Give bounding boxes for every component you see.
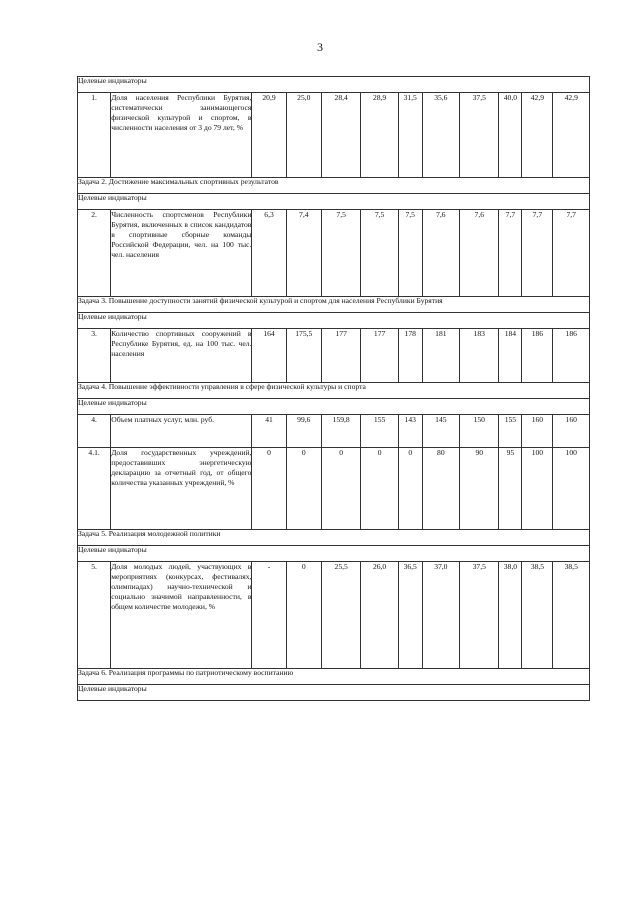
indicators-header-row: [78, 399, 590, 415]
section-label: Целевые индикаторы: [78, 194, 590, 210]
indicator-row: [78, 415, 590, 448]
task-row: [78, 669, 590, 685]
indicator-description: Доля государственных учреждений, предоставивших энергетическую декларацию за отчетный год, от общего количества указанных учреждений, %: [111, 448, 252, 530]
indicator-value: 7,7: [553, 210, 590, 297]
indicators-header-row: [78, 313, 590, 329]
indicator-value: 26,0: [361, 562, 398, 669]
indicator-value: 0: [252, 448, 286, 530]
indicator-value: 181: [422, 329, 459, 383]
indicator-value: 0: [398, 448, 422, 530]
indicator-value: 0: [286, 448, 321, 530]
indicator-value: 7,5: [361, 210, 398, 297]
indicator-number: 3.: [78, 329, 111, 383]
indicator-value: 160: [522, 415, 553, 448]
section-label: Целевые индикаторы: [78, 685, 590, 701]
indicator-value: 99,6: [286, 415, 321, 448]
indicator-value: 40,0: [499, 93, 522, 178]
indicators-header-row: [78, 77, 590, 93]
task-row: [78, 530, 590, 546]
indicator-value: 28,9: [361, 93, 398, 178]
indicator-value: 186: [553, 329, 590, 383]
indicator-value: 80: [422, 448, 459, 530]
indicator-value: 25,0: [286, 93, 321, 178]
task-row: [78, 383, 590, 399]
indicator-row: [78, 210, 590, 297]
indicator-row: [78, 562, 590, 669]
indicator-number: 2.: [78, 210, 111, 297]
indicator-value: 164: [252, 329, 286, 383]
indicators-header-row: [78, 685, 590, 701]
indicator-value: 155: [499, 415, 522, 448]
indicator-value: 37,5: [460, 562, 499, 669]
indicator-number: 4.1.: [78, 448, 111, 530]
indicator-value: 42,9: [522, 93, 553, 178]
indicator-value: 7,6: [460, 210, 499, 297]
section-label: Целевые индикаторы: [78, 399, 590, 415]
indicator-number: 1.: [78, 93, 111, 178]
indicator-value: 178: [398, 329, 422, 383]
indicator-value: 7,6: [422, 210, 459, 297]
indicator-description: Численность спортсменов Республики Бурятия, включенных в список кандидатов в спортивные сборные команды Российской Федерации, чел. на 100 тыс. чел. населения: [111, 210, 252, 297]
indicator-value: 20,9: [252, 93, 286, 178]
indicator-value: 7,7: [522, 210, 553, 297]
indicator-value: 0: [361, 448, 398, 530]
section-label: Целевые индикаторы: [78, 77, 590, 93]
section-label: Задача 6. Реализация программы по патриотическому воспитанию: [78, 669, 590, 685]
indicator-number: 4.: [78, 415, 111, 448]
indicator-description: Доля населения Республики Бурятия, систематически занимающегося физической культурой и спортом, в численности населения от 3 до 79 лет, %: [111, 93, 252, 178]
page-number: 3: [317, 40, 323, 54]
section-label: Задача 3. Повышение доступности занятий физической культурой и спортом для населения Республики Бурятия: [78, 297, 590, 313]
indicator-row: [78, 448, 590, 530]
indicator-value: 145: [422, 415, 459, 448]
indicator-value: 28,4: [321, 93, 360, 178]
indicator-value: 38,5: [522, 562, 553, 669]
indicator-value: 159,8: [321, 415, 360, 448]
indicator-value: 177: [361, 329, 398, 383]
indicator-value: 6,3: [252, 210, 286, 297]
indicator-description: Объем платных услуг, млн. руб.: [111, 415, 252, 448]
task-row: [78, 297, 590, 313]
indicator-value: 186: [522, 329, 553, 383]
indicator-value: 183: [460, 329, 499, 383]
indicator-value: 35,6: [422, 93, 459, 178]
indicator-value: 177: [321, 329, 360, 383]
indicator-value: 155: [361, 415, 398, 448]
indicator-value: 100: [522, 448, 553, 530]
indicator-row: [78, 329, 590, 383]
section-label: Целевые индикаторы: [78, 546, 590, 562]
indicator-value: 31,5: [398, 93, 422, 178]
indicators-header-row: [78, 546, 590, 562]
indicator-row: [78, 93, 590, 178]
indicator-value: 37,0: [422, 562, 459, 669]
indicator-value: 175,5: [286, 329, 321, 383]
section-label: Задача 2. Достижение максимальных спортивных результатов: [78, 178, 590, 194]
indicator-value: 25,5: [321, 562, 360, 669]
section-label: Целевые индикаторы: [78, 313, 590, 329]
indicator-value: 184: [499, 329, 522, 383]
section-label: Задача 5. Реализация молодежной политики: [78, 530, 590, 546]
indicators-header-row: [78, 194, 590, 210]
task-row: [78, 178, 590, 194]
indicator-description: Количество спортивных сооружений в Республике Бурятия, ед. на 100 тыс. чел. населения: [111, 329, 252, 383]
indicator-value: 0: [286, 562, 321, 669]
indicators-table: [77, 76, 590, 701]
indicator-value: 100: [553, 448, 590, 530]
indicator-value: 41: [252, 415, 286, 448]
indicator-description: Доля молодых людей, участвующих в мероприятиях (конкурсах, фестивалях, олимпиадах) научно-технической и социально значимой направленности, в общем количестве молодежи, %: [111, 562, 252, 669]
section-label: Задача 4. Повышение эффективности управления в сфере физической культуры и спорта: [78, 383, 590, 399]
indicator-value: 36,5: [398, 562, 422, 669]
indicator-value: 160: [553, 415, 590, 448]
indicator-value: 90: [460, 448, 499, 530]
indicator-value: 7,7: [499, 210, 522, 297]
indicator-value: 95: [499, 448, 522, 530]
indicator-value: 42,9: [553, 93, 590, 178]
indicator-number: 5.: [78, 562, 111, 669]
indicator-value: 38,0: [499, 562, 522, 669]
indicator-value: 150: [460, 415, 499, 448]
indicator-value: 38,5: [553, 562, 590, 669]
indicator-value: -: [252, 562, 286, 669]
indicator-value: 143: [398, 415, 422, 448]
indicator-value: 37,5: [460, 93, 499, 178]
indicator-value: 7,5: [321, 210, 360, 297]
indicator-value: 7,4: [286, 210, 321, 297]
indicator-value: 7,5: [398, 210, 422, 297]
indicator-value: 0: [321, 448, 360, 530]
